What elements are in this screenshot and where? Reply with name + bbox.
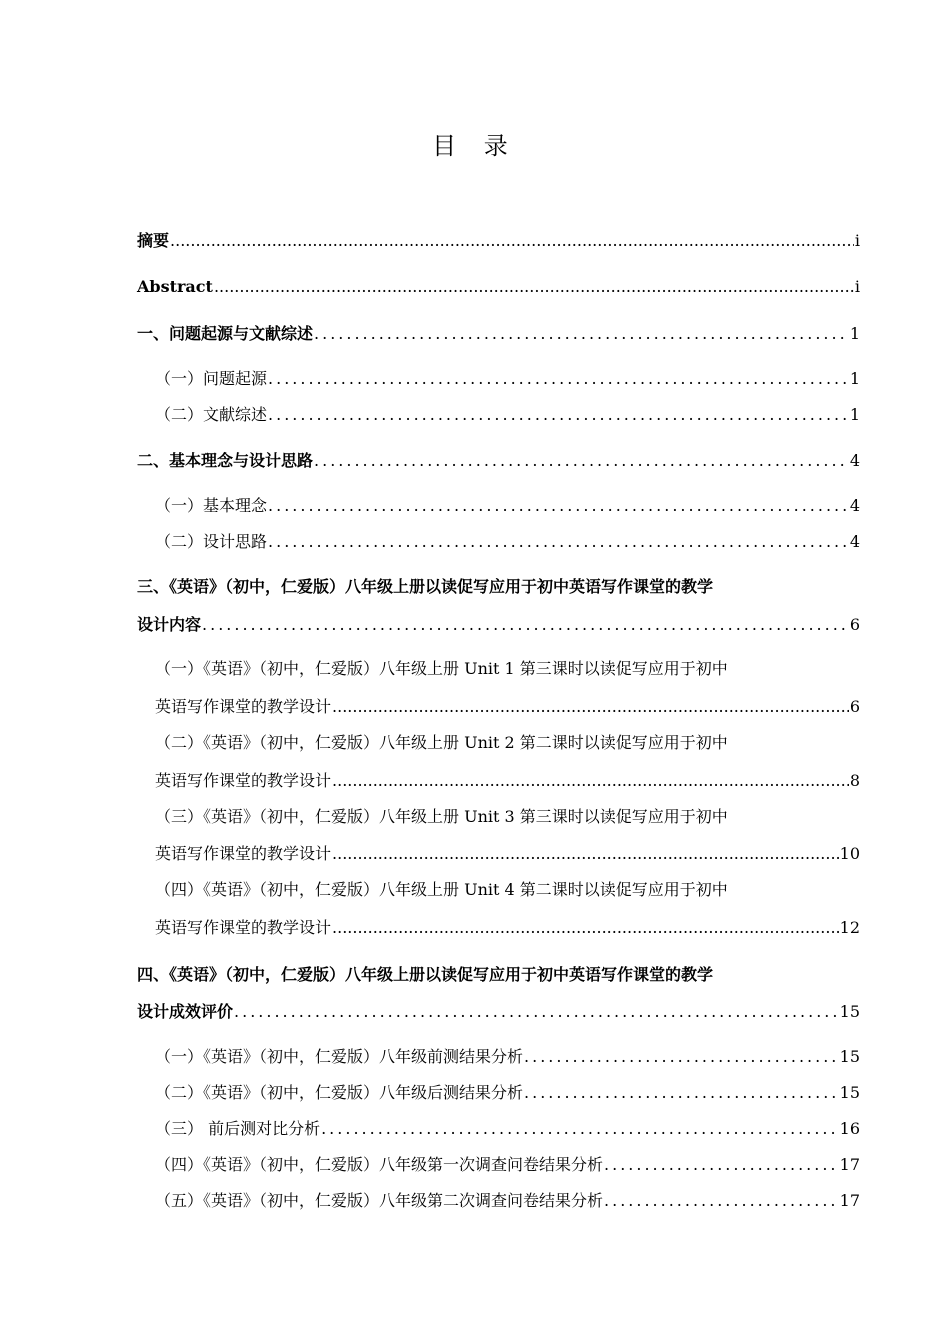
toc-entry-label: Abstract	[137, 277, 213, 296]
toc-entry-label: （一）问题起源	[155, 369, 268, 388]
toc-entry-section-4-3[interactable]	[155, 1118, 860, 1140]
toc-entry-section-4-5[interactable]	[155, 1190, 860, 1212]
toc-entry-label: 设计成效评价	[137, 1002, 234, 1021]
dot-leader	[268, 404, 849, 426]
dot-leader	[234, 1001, 839, 1023]
dot-leader	[268, 368, 849, 390]
toc-entry-label: 二、基本理念与设计思路	[137, 451, 314, 470]
toc-entry-section-3-1-line1[interactable]: （一）《英语》（初中，仁爱版）八年级上册 Unit 1 第三课时以读促写应用于初中	[155, 659, 728, 678]
toc-entry-chapter-3[interactable]	[137, 614, 860, 636]
toc-entry-label: （二）设计思路	[155, 532, 268, 551]
toc-page-number: i	[854, 277, 860, 296]
toc-entry-chapter-2[interactable]	[137, 450, 860, 472]
toc-entry-section-3-1[interactable]	[155, 696, 860, 718]
toc-entry-chapter-1[interactable]	[137, 323, 860, 345]
dot-leader	[268, 495, 849, 517]
toc-page-number: 4	[849, 451, 860, 470]
toc-entry-section-1-2[interactable]	[155, 404, 860, 426]
toc-entry-section-4-4[interactable]	[155, 1154, 860, 1176]
toc-entry-section-3-3[interactable]	[155, 843, 860, 865]
toc-entry-label: 英语写作课堂的教学设计	[155, 844, 332, 863]
toc-entry-label: （一）《英语》（初中，仁爱版）八年级前测结果分析	[155, 1047, 524, 1066]
toc-entry-label: （五）《英语》（初中，仁爱版）八年级第二次调查问卷结果分析	[155, 1191, 604, 1210]
toc-entry-section-4-2[interactable]	[155, 1082, 860, 1104]
toc-entry-label: （四）《英语》（初中，仁爱版）八年级第一次调查问卷结果分析	[155, 1155, 604, 1174]
toc-entry-label: 英语写作课堂的教学设计	[155, 697, 332, 716]
toc-page-number: 17	[839, 1155, 860, 1174]
toc-entry-label: 摘要	[137, 231, 170, 250]
toc-entry-label: （三） 前后测对比分析	[155, 1119, 321, 1138]
toc-entry-label: （一）基本理念	[155, 496, 268, 515]
toc-page-number: 4	[849, 496, 860, 515]
toc-page-number: 1	[849, 405, 860, 424]
toc-page-number: 6	[849, 697, 860, 716]
toc-page-number: 1	[849, 324, 860, 343]
dot-leader	[202, 614, 849, 636]
toc-entry-abstract-en[interactable]	[137, 276, 860, 298]
toc-page-number: 4	[849, 532, 860, 551]
toc-page-number: 1	[849, 369, 860, 388]
dot-leader	[332, 770, 849, 792]
toc-entry-section-2-1[interactable]	[155, 495, 860, 517]
dot-leader	[321, 1118, 839, 1140]
toc-entry-chapter-4-line1[interactable]: 四、《英语》（初中，仁爱版）八年级上册以读促写应用于初中英语写作课堂的教学	[137, 965, 714, 984]
toc-entry-label: 设计内容	[137, 615, 202, 634]
toc-page-number: 6	[849, 615, 860, 634]
dot-leader	[332, 843, 839, 865]
dot-leader	[268, 531, 849, 553]
toc-entry-label: 英语写作课堂的教学设计	[155, 771, 332, 790]
dot-leader	[314, 323, 849, 345]
toc-page-number: 8	[849, 771, 860, 790]
toc-entry-section-3-3-line1[interactable]: （三）《英语》（初中，仁爱版）八年级上册 Unit 3 第三课时以读促写应用于初中	[155, 807, 728, 826]
toc-page-number: 10	[839, 844, 860, 863]
toc-page-number: 17	[839, 1191, 860, 1210]
toc-entry-label: （二）文献综述	[155, 405, 268, 424]
toc-entry-label: 英语写作课堂的教学设计	[155, 918, 332, 937]
dot-leader	[332, 917, 839, 939]
toc-entry-section-1-1[interactable]	[155, 368, 860, 390]
dot-leader	[604, 1190, 839, 1212]
toc-page-number: 15	[839, 1083, 860, 1102]
page-title: 目 录	[432, 132, 518, 160]
toc-entry-abstract-cn[interactable]	[137, 230, 860, 252]
toc-page-number: 12	[839, 918, 860, 937]
dot-leader	[604, 1154, 839, 1176]
toc-page-number: i	[854, 231, 860, 250]
dot-leader	[332, 696, 849, 718]
toc-entry-section-3-2-line1[interactable]: （二）《英语》（初中，仁爱版）八年级上册 Unit 2 第二课时以读促写应用于初中	[155, 733, 728, 752]
toc-entry-section-3-4[interactable]	[155, 917, 860, 939]
dot-leader	[214, 276, 854, 298]
toc-page-number: 15	[839, 1047, 860, 1066]
dot-leader	[524, 1046, 839, 1068]
toc-entry-section-4-1[interactable]	[155, 1046, 860, 1068]
toc-entry-label: （二）《英语》（初中，仁爱版）八年级后测结果分析	[155, 1083, 524, 1102]
toc-page-number: 15	[839, 1002, 860, 1021]
toc-entry-section-2-2[interactable]	[155, 531, 860, 553]
dot-leader	[314, 450, 849, 472]
dot-leader	[524, 1082, 839, 1104]
toc-entry-chapter-4[interactable]	[137, 1001, 860, 1023]
toc-page-number: 16	[839, 1119, 860, 1138]
toc-entry-section-3-4-line1[interactable]: （四）《英语》（初中，仁爱版）八年级上册 Unit 4 第二课时以读促写应用于初中	[155, 880, 728, 899]
toc-entry-section-3-2[interactable]	[155, 770, 860, 792]
toc-entry-label: 一、问题起源与文献综述	[137, 324, 314, 343]
dot-leader	[170, 230, 854, 252]
toc-entry-chapter-3-line1[interactable]: 三、《英语》（初中，仁爱版）八年级上册以读促写应用于初中英语写作课堂的教学	[137, 577, 714, 596]
